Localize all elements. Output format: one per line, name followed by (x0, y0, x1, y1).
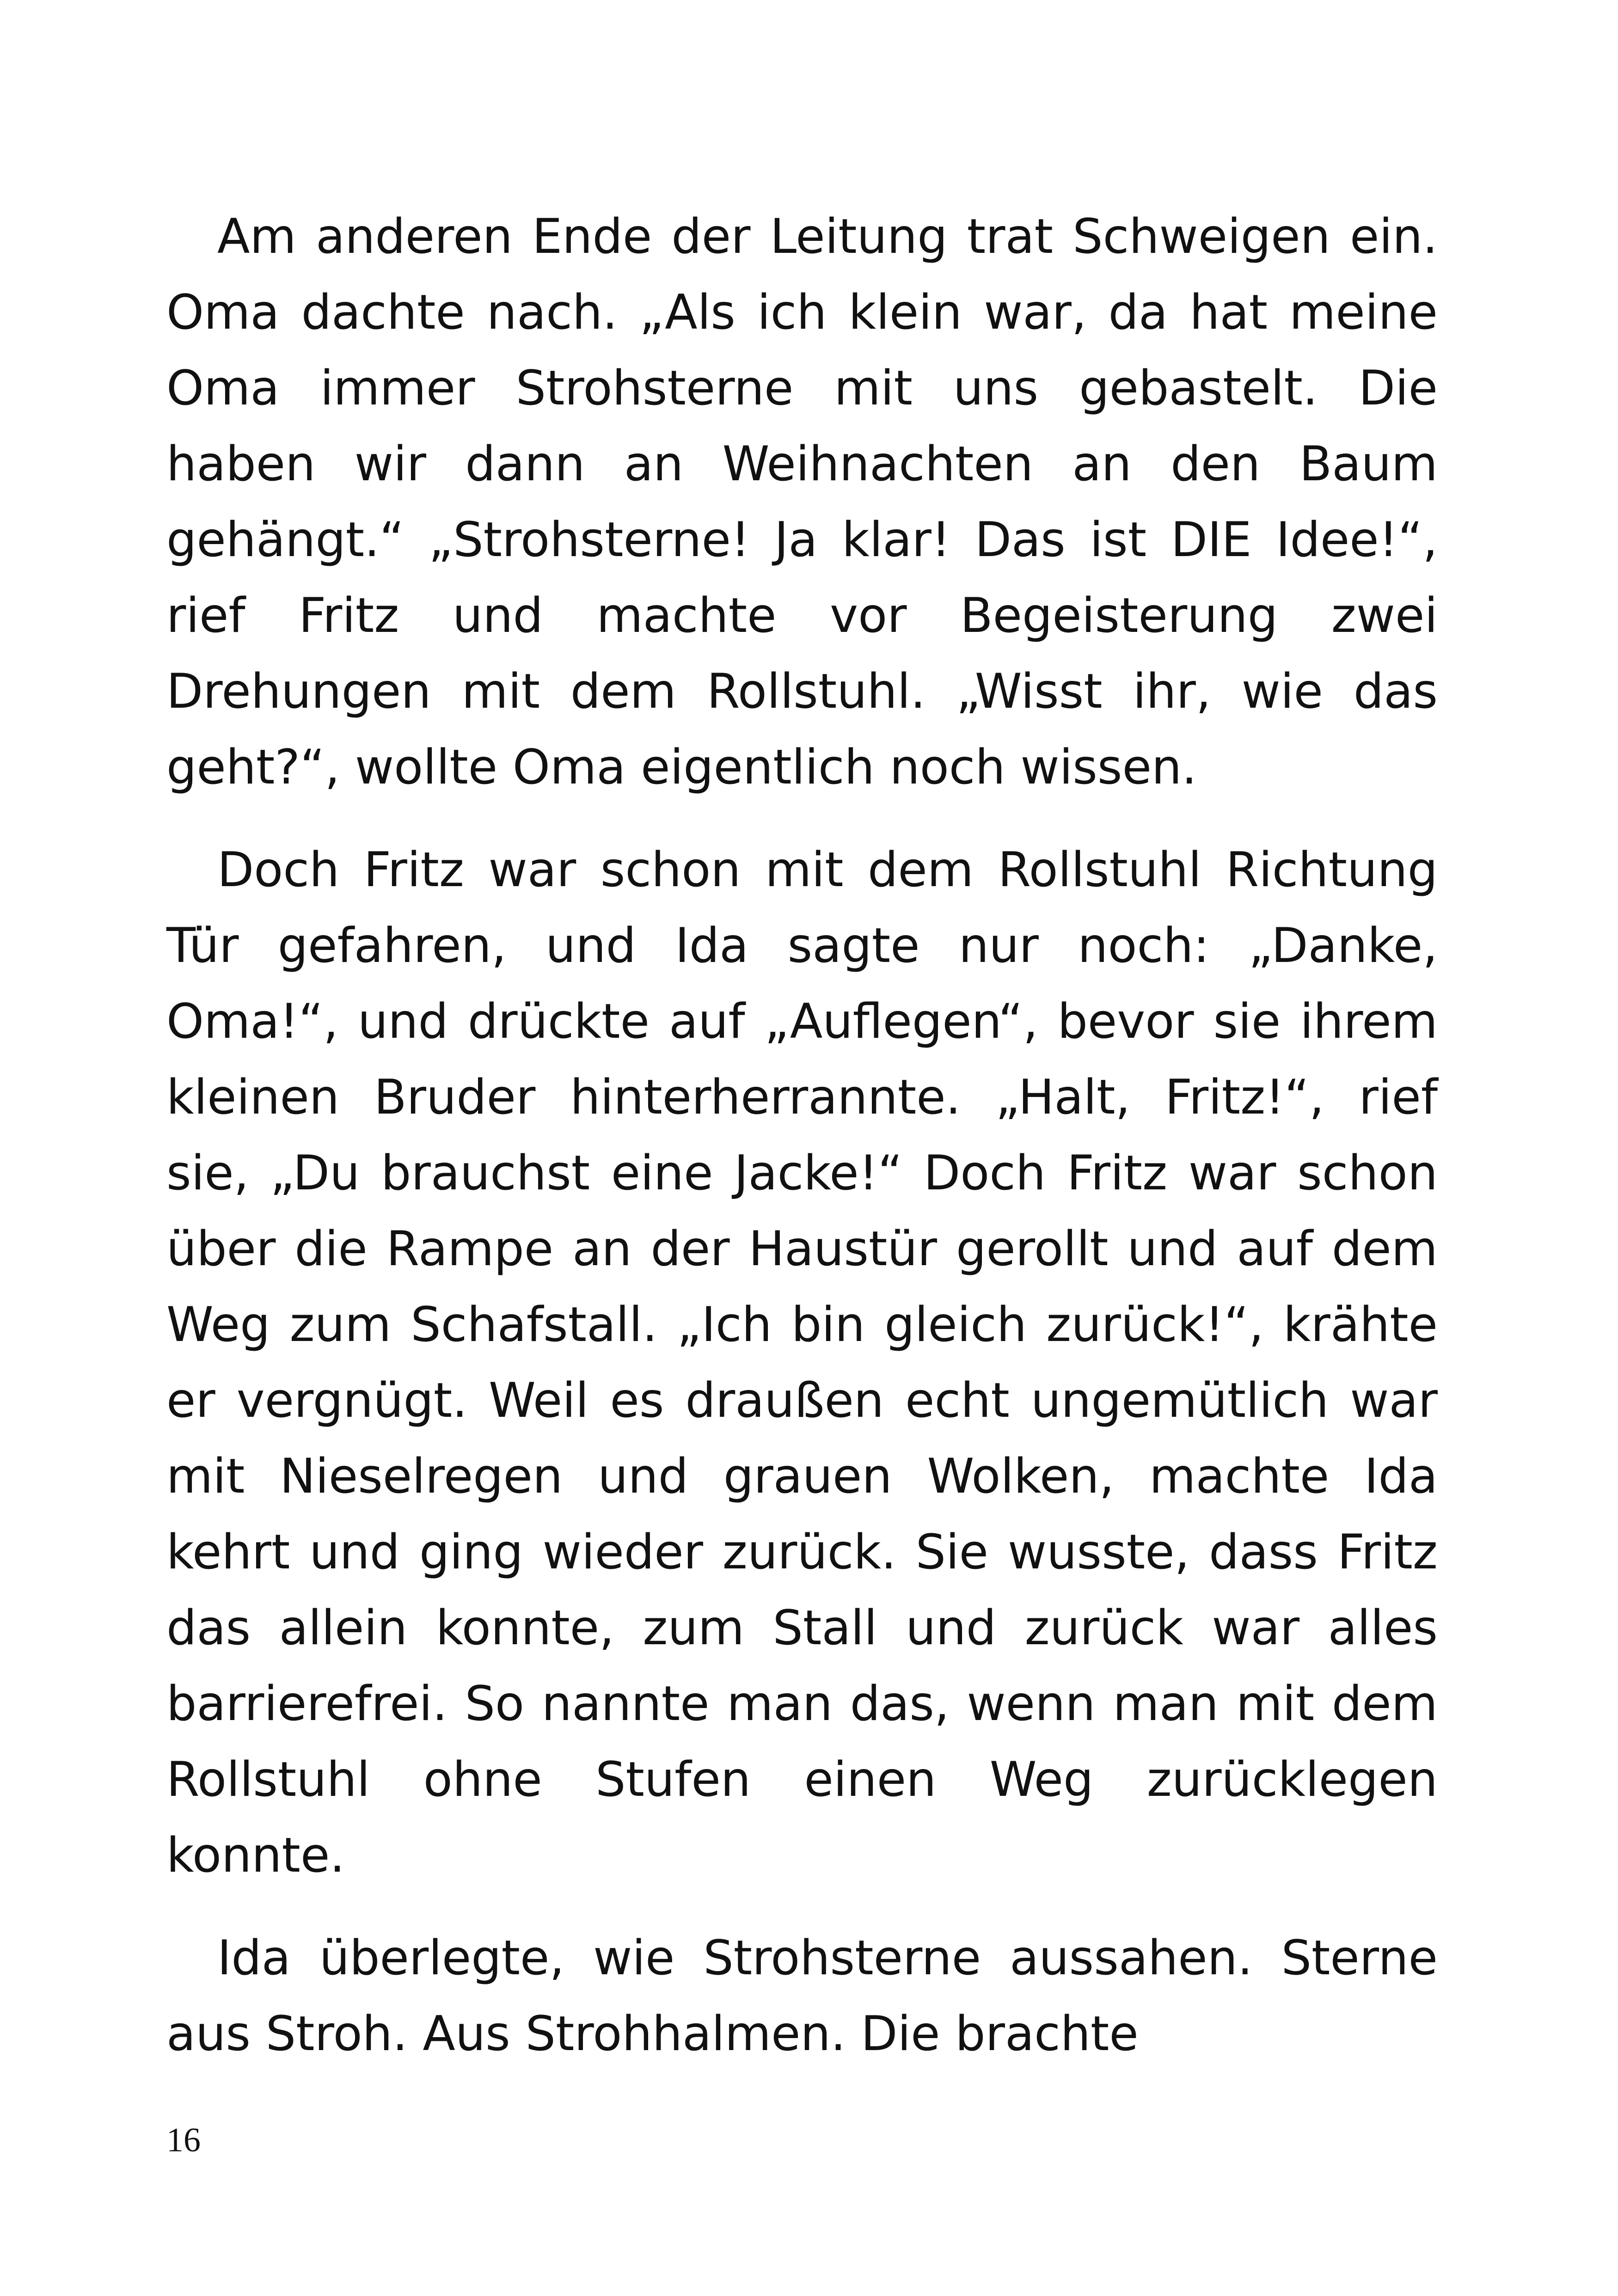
paragraph-1: Am anderen Ende der Leitung trat Schweigen ein. Oma dachte nach. „Als ich klein war, da hat meine Oma immer Strohsterne mit uns gebastelt. Die haben wir dann an Weihnachten an den Baum gehängt.“ „Strohsterne! Ja klar! Das ist DIE Idee!“, rief Fritz und machte vor Begeisterung zwei Drehungen mit dem Rollstuhl. „Wisst ihr, wie das geht?“, wollte Oma eigentlich noch wissen. (166, 209, 1438, 795)
paragraph-2: Doch Fritz war schon mit dem Rollstuhl Richtung Tür gefahren, und Ida sagte nur noch: „Danke, Oma!“, und drückte auf „Auflegen“, bevor sie ihrem kleinen Bruder hinterherrannte. „Halt, Fritz!“, rief sie, „Du brauchst eine Jacke!“ Doch Fritz war schon über die Rampe an der Haustür gerollt und auf dem Weg zum Schafstall. „Ich bin gleich zurück!“, krähte er vergnügt. Weil es draußen echt ungemütlich war mit Nieselregen und grauen Wolken, machte Ida kehrt und ging wieder zurück. Sie wusste, dass Fritz das allein konnte, zum Stall und zurück war alles barrierefrei. So nannte man das, wenn man mit dem Rollstuhl ohne Stufen einen Weg zurücklegen konnte. (166, 842, 1438, 1883)
page-number: 16 (166, 2121, 201, 2159)
body-text (166, 199, 1438, 2072)
paragraph-3: Ida überlegte, wie Strohsterne aussahen. Sterne aus Stroh. Aus Strohhalmen. Die brachte (166, 1930, 1438, 2062)
